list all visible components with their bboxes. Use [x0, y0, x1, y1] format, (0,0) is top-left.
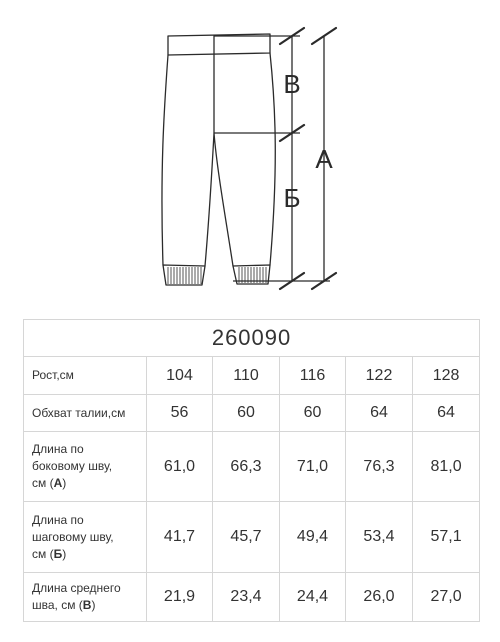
- label-letter: А: [53, 476, 63, 490]
- table-cell: 21,9: [147, 573, 213, 622]
- row-label-side-seam: [24, 432, 147, 502]
- table-cell: 60: [213, 395, 280, 432]
- label-line: шаговому шву,: [32, 529, 114, 544]
- row-label-height: [24, 357, 147, 395]
- label-line: боковому шву,: [32, 459, 113, 473]
- right-outer-seam: [270, 53, 275, 265]
- table-cell: 49,4: [280, 502, 346, 573]
- left-cuff: [163, 265, 205, 285]
- size-header: 116: [280, 357, 346, 395]
- label-letter: В: [82, 598, 92, 612]
- table-cell: 61,0: [147, 432, 213, 502]
- label-line: шва, см (В): [32, 598, 96, 612]
- label-v: В: [283, 69, 301, 99]
- table-cell: 64: [413, 395, 480, 432]
- table-cell: 66,3: [213, 432, 280, 502]
- table-cell: 41,7: [147, 502, 213, 573]
- table-row: [24, 573, 480, 622]
- size-header: 104: [147, 357, 213, 395]
- table-cell: 45,7: [213, 502, 280, 573]
- size-header: 128: [413, 357, 480, 395]
- label-line: см (А): [32, 476, 67, 490]
- label-a: А: [315, 144, 333, 174]
- left-outer-seam: [162, 55, 168, 265]
- size-header: 110: [213, 357, 280, 395]
- table-cell: 81,0: [413, 432, 480, 502]
- table-cell: 27,0: [413, 573, 480, 622]
- table-row: [24, 357, 480, 395]
- label-line: см (Б): [32, 546, 67, 561]
- table-cell: 24,4: [280, 573, 346, 622]
- row-label-inseam: [24, 502, 147, 573]
- table-cell: 57,1: [413, 502, 480, 573]
- row-label-rise: [24, 573, 147, 622]
- label-text: Обхват талии,см: [32, 405, 126, 420]
- label-line-text: см (: [32, 476, 54, 490]
- table-cell: 76,3: [346, 432, 413, 502]
- label-line-text: см (: [32, 546, 54, 561]
- table-row: [24, 395, 480, 432]
- pants-diagram: [0, 0, 500, 300]
- table-cell: 53,4: [346, 502, 413, 573]
- label-b: Б: [283, 183, 301, 213]
- label-line-text: шва, см (: [32, 598, 83, 612]
- table-cell: 26,0: [346, 573, 413, 622]
- label-text: Рост,см: [32, 368, 74, 382]
- pants-outline: [162, 34, 275, 285]
- label-letter: Б: [53, 546, 63, 561]
- table-cell: 60: [280, 395, 346, 432]
- table-row: [24, 502, 480, 573]
- table-row: [24, 432, 480, 502]
- table-cell: 64: [346, 395, 413, 432]
- title-row: [24, 320, 480, 357]
- inseam-line: [205, 133, 233, 266]
- label-line: Длина по: [32, 442, 84, 456]
- label-line: Длина среднего: [32, 581, 121, 595]
- size-header: 122: [346, 357, 413, 395]
- article-number: 260090: [24, 320, 480, 357]
- size-table: [23, 319, 480, 622]
- waistband: [168, 34, 270, 55]
- label-line: Длина по: [32, 512, 84, 527]
- table-cell: 56: [147, 395, 213, 432]
- table-cell: 23,4: [213, 573, 280, 622]
- table-cell: 71,0: [280, 432, 346, 502]
- row-label-waist: [24, 395, 147, 432]
